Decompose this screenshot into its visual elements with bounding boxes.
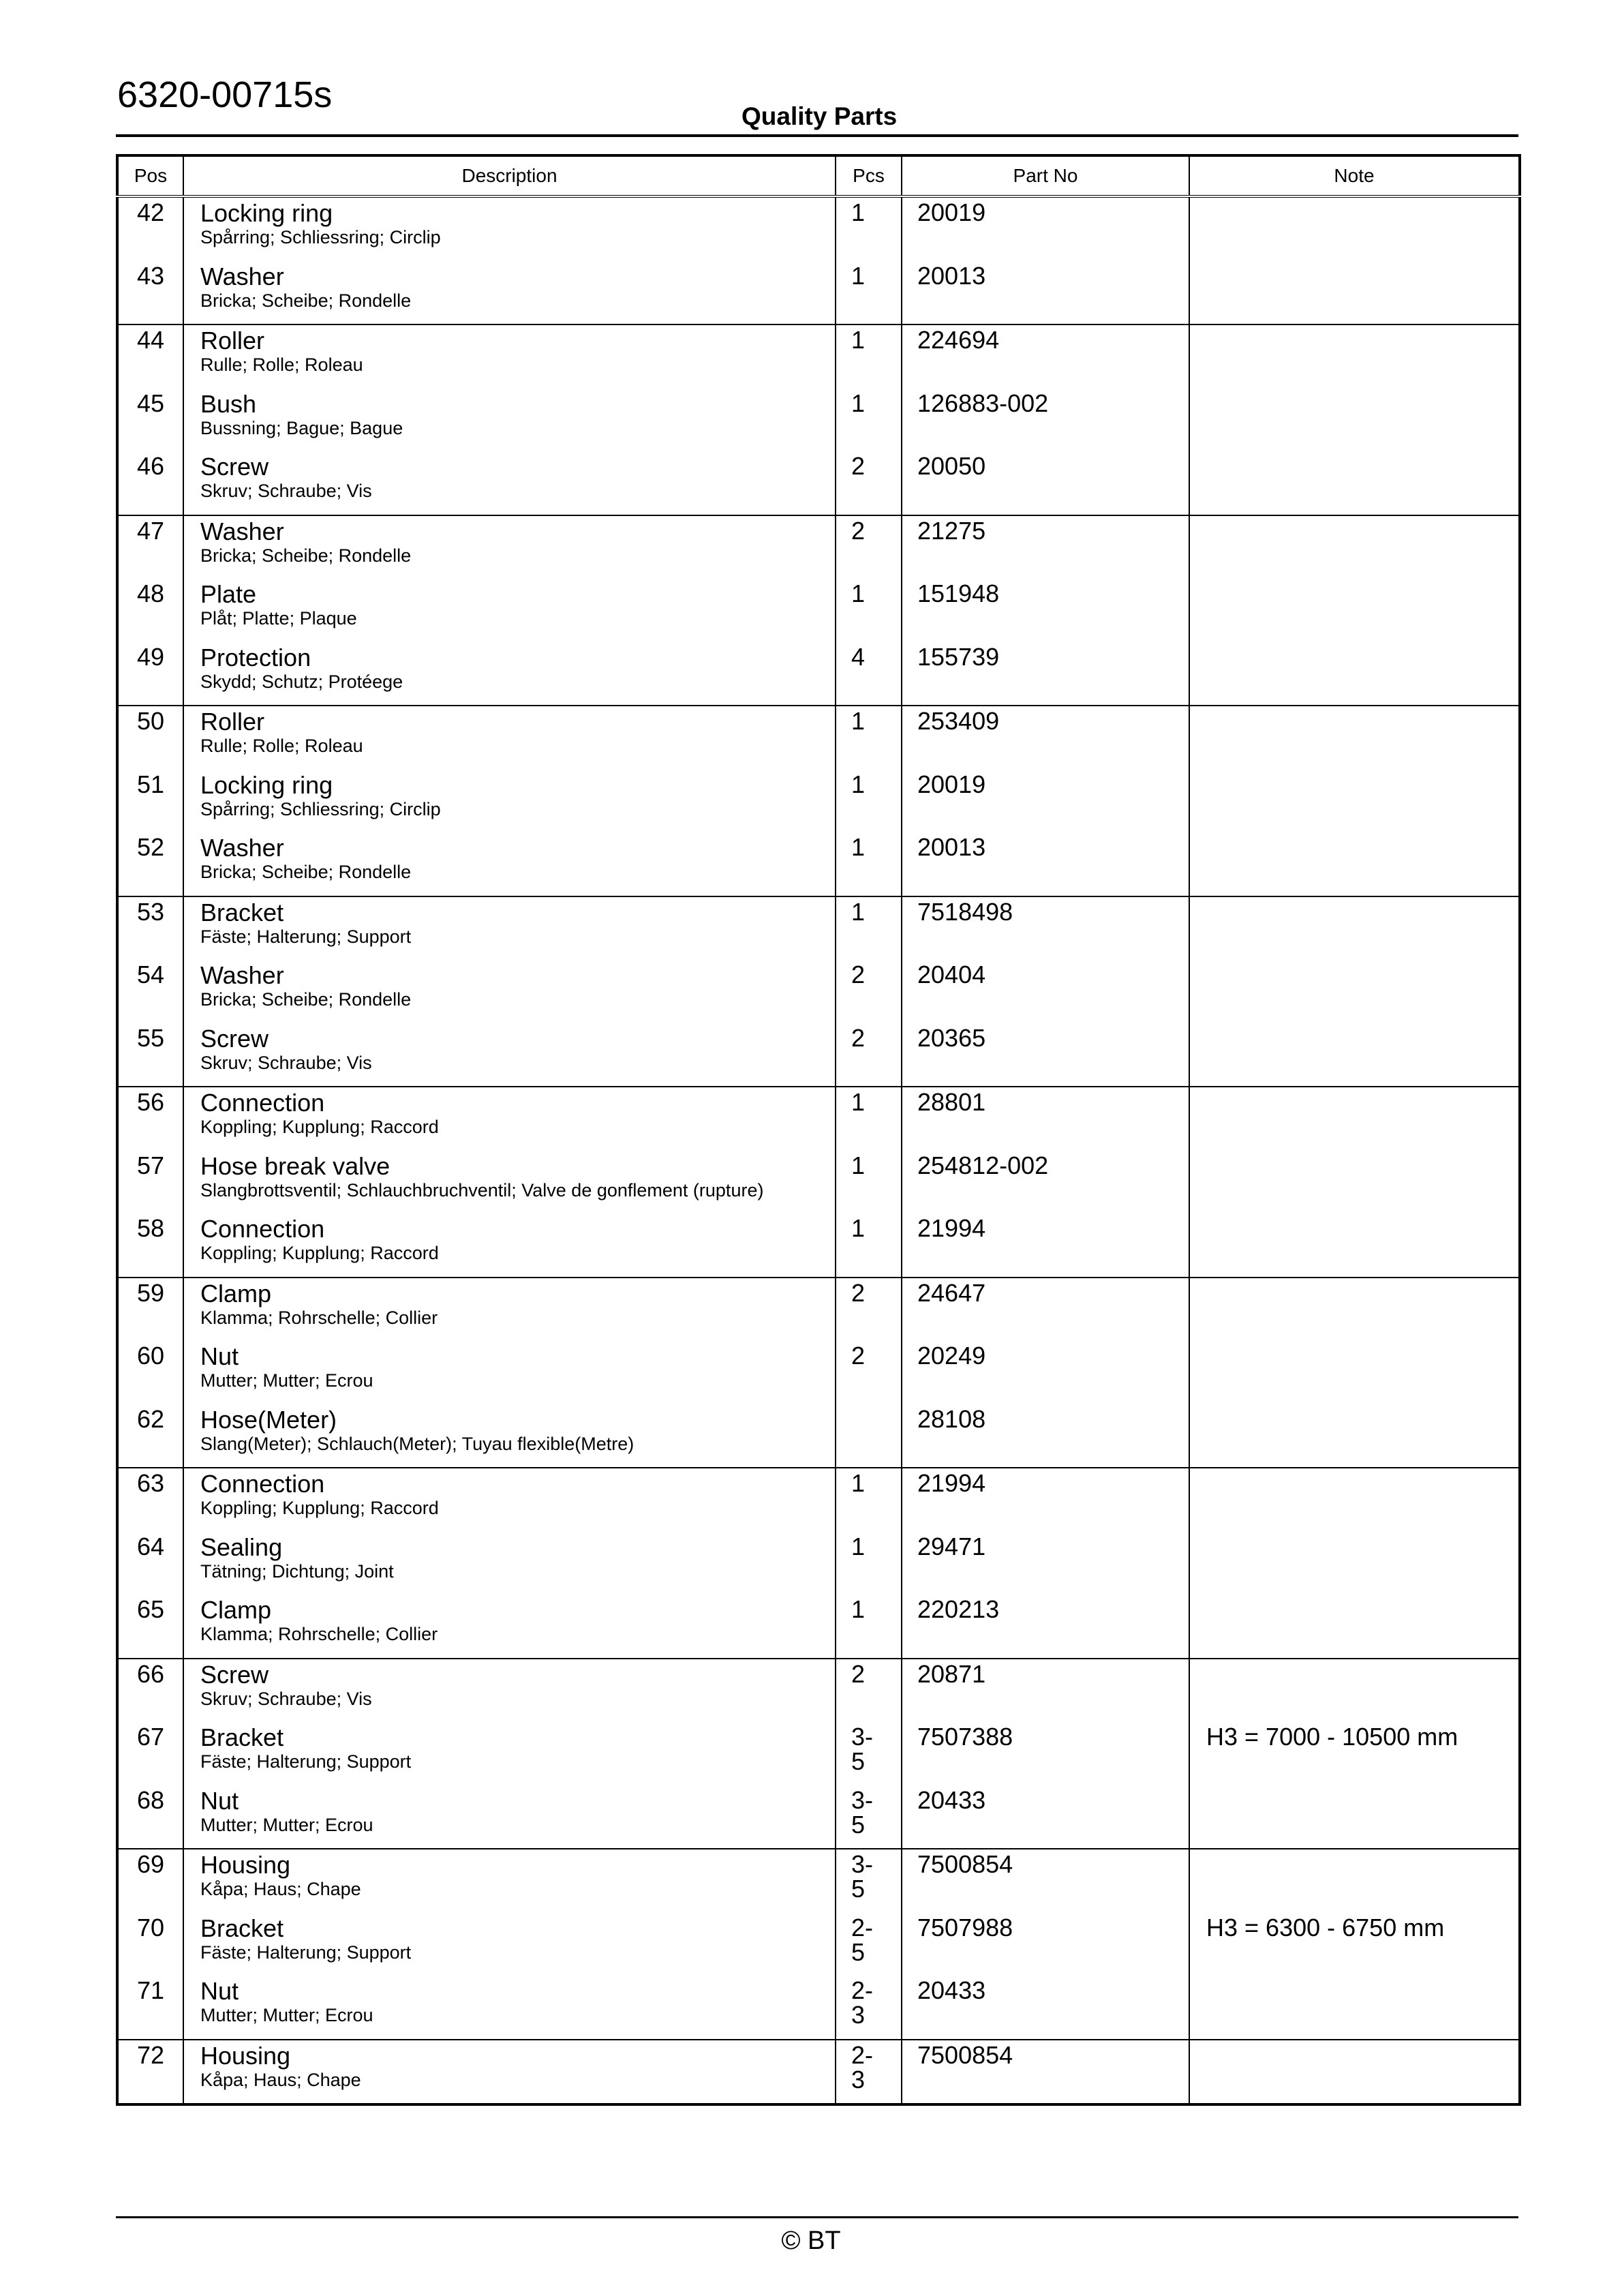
cell-note	[1189, 1659, 1520, 1723]
table-row	[117, 324, 1520, 389]
document-number: 6320-00715s	[117, 74, 333, 115]
cell-part-no: 20365	[902, 1023, 1189, 1087]
part-translations: Skruv; Schraube; Vis	[200, 481, 372, 501]
cell-pcs: 2	[836, 1023, 902, 1087]
cell-pos: 47	[117, 515, 183, 579]
cell-part-no: 155739	[902, 642, 1189, 706]
cell-part-no: 21275	[902, 515, 1189, 579]
cell-description	[183, 1213, 836, 1278]
table-row	[117, 642, 1520, 706]
part-translations: Bricka; Scheibe; Rondelle	[200, 862, 412, 882]
cell-part-no: 224694	[902, 324, 1189, 389]
cell-note	[1189, 1213, 1520, 1278]
table-row	[117, 196, 1520, 261]
cell-part-no: 20433	[902, 1976, 1189, 2040]
part-translations: Mutter; Mutter; Ecrou	[200, 1370, 373, 1391]
cell-description	[183, 1468, 836, 1532]
column-header-pcs: Pcs	[836, 155, 902, 196]
cell-note	[1189, 1785, 1520, 1849]
cell-note	[1189, 1278, 1520, 1342]
table-row	[117, 1849, 1520, 1913]
table-row	[117, 1278, 1520, 1342]
table-row	[117, 706, 1520, 770]
table-row	[117, 389, 1520, 452]
table-row	[117, 1532, 1520, 1595]
cell-pos: 51	[117, 770, 183, 833]
part-translations: Bricka; Scheibe; Rondelle	[200, 290, 412, 311]
part-name: Washer	[200, 517, 284, 545]
cell-description	[183, 1976, 836, 2040]
table-row	[117, 1151, 1520, 1214]
part-translations: Slangbrottsventil; Schlauchbruchventil; Valve de gonflement (rupture)	[200, 1179, 764, 1200]
part-name: Nut	[200, 1977, 239, 2005]
cell-pcs: 1	[836, 1595, 902, 1659]
cell-pcs: 1	[836, 1151, 902, 1214]
cell-description	[183, 1849, 836, 1913]
part-translations: Klamma; Rohrschelle; Collier	[200, 1624, 438, 1644]
cell-part-no: 20050	[902, 451, 1189, 515]
table-row	[117, 1468, 1520, 1532]
part-translations: Koppling; Kupplung; Raccord	[200, 1243, 439, 1263]
cell-pos: 63	[117, 1468, 183, 1532]
cell-pcs: 2	[836, 1341, 902, 1404]
table-row	[117, 1722, 1520, 1785]
cell-note	[1189, 389, 1520, 452]
part-name: Connection	[200, 1215, 325, 1243]
table-row	[117, 1213, 1520, 1278]
cell-pos: 48	[117, 579, 183, 642]
part-name: Hose(Meter)	[200, 1405, 337, 1434]
cell-pos: 52	[117, 832, 183, 896]
part-name: Housing	[200, 2041, 291, 2070]
cell-description	[183, 1151, 836, 1214]
cell-description	[183, 196, 836, 261]
table-header-row	[117, 155, 1520, 196]
table-row	[117, 1595, 1520, 1659]
cell-pcs	[836, 1404, 902, 1468]
cell-description	[183, 1341, 836, 1404]
table-row	[117, 579, 1520, 642]
part-name: Screw	[200, 1024, 269, 1053]
cell-description	[183, 579, 836, 642]
cell-part-no: 21994	[902, 1213, 1189, 1278]
cell-pos: 64	[117, 1532, 183, 1595]
table-row	[117, 1341, 1520, 1404]
cell-part-no: 7500854	[902, 1849, 1189, 1913]
part-name: Plate	[200, 580, 257, 608]
cell-description	[183, 1595, 836, 1659]
cell-part-no: 20019	[902, 770, 1189, 833]
column-header-part-no: Part No	[902, 155, 1189, 196]
part-name: Washer	[200, 834, 284, 862]
part-translations: Fäste; Halterung; Support	[200, 926, 412, 947]
cell-part-no: 254812-002	[902, 1151, 1189, 1214]
part-translations: Fäste; Halterung; Support	[200, 1751, 412, 1772]
cell-part-no: 220213	[902, 1595, 1189, 1659]
cell-note	[1189, 896, 1520, 961]
cell-description	[183, 896, 836, 961]
cell-pcs: 3- 5	[836, 1849, 902, 1913]
cell-note	[1189, 642, 1520, 706]
part-translations: Rulle; Rolle; Roleau	[200, 354, 363, 375]
cell-pcs: 2- 3	[836, 2040, 902, 2105]
cell-description	[183, 642, 836, 706]
part-translations: Mutter; Mutter; Ecrou	[200, 1814, 373, 1835]
table-row	[117, 1659, 1520, 1723]
part-name: Nut	[200, 1786, 239, 1815]
cell-note	[1189, 515, 1520, 579]
table-row	[117, 1976, 1520, 2040]
part-name: Bush	[200, 389, 257, 418]
part-name: Protection	[200, 643, 311, 671]
cell-pcs: 1	[836, 706, 902, 770]
cell-part-no: 253409	[902, 706, 1189, 770]
cell-description	[183, 1913, 836, 1976]
cell-description	[183, 389, 836, 452]
cell-part-no: 20019	[902, 196, 1189, 261]
cell-pcs: 1	[836, 832, 902, 896]
part-translations: Fäste; Halterung; Support	[200, 1942, 412, 1963]
cell-note	[1189, 1595, 1520, 1659]
cell-pcs: 2	[836, 960, 902, 1023]
part-name: Hose break valve	[200, 1151, 391, 1180]
part-name: Bracket	[200, 1723, 284, 1751]
table-row	[117, 515, 1520, 579]
table-row	[117, 2040, 1520, 2105]
cell-pcs: 2	[836, 515, 902, 579]
cell-note: H3 = 7000 - 10500 mm	[1189, 1722, 1520, 1785]
cell-description	[183, 1785, 836, 1849]
cell-note	[1189, 832, 1520, 896]
cell-description	[183, 1659, 836, 1723]
part-translations: Koppling; Kupplung; Raccord	[200, 1117, 439, 1137]
cell-part-no: 28801	[902, 1087, 1189, 1151]
cell-part-no: 20433	[902, 1785, 1189, 1849]
cell-part-no: 7507388	[902, 1722, 1189, 1785]
cell-part-no: 151948	[902, 579, 1189, 642]
copyright-footer: © BT	[781, 2226, 841, 2255]
part-name: Washer	[200, 262, 284, 290]
table-row	[117, 832, 1520, 896]
cell-pos: 69	[117, 1849, 183, 1913]
part-name: Connection	[200, 1089, 325, 1117]
column-header-description: Description	[183, 155, 836, 196]
part-name: Locking ring	[200, 199, 333, 227]
cell-pcs: 1	[836, 770, 902, 833]
cell-pos: 59	[117, 1278, 183, 1342]
cell-description	[183, 261, 836, 325]
cell-note	[1189, 1087, 1520, 1151]
cell-part-no: 29471	[902, 1532, 1189, 1595]
cell-part-no: 126883-002	[902, 389, 1189, 452]
cell-pcs: 2- 3	[836, 1976, 902, 2040]
cell-note	[1189, 706, 1520, 770]
cell-description	[183, 832, 836, 896]
part-name: Locking ring	[200, 770, 333, 799]
cell-pos: 45	[117, 389, 183, 452]
cell-description	[183, 1404, 836, 1468]
cell-pcs: 3- 5	[836, 1722, 902, 1785]
cell-pcs: 3- 5	[836, 1785, 902, 1849]
cell-part-no: 7500854	[902, 2040, 1189, 2105]
part-translations: Spårring; Schliessring; Circlip	[200, 798, 441, 819]
cell-pos: 58	[117, 1213, 183, 1278]
cell-note	[1189, 1849, 1520, 1913]
cell-part-no: 20013	[902, 832, 1189, 896]
cell-note	[1189, 579, 1520, 642]
table-row	[117, 1404, 1520, 1468]
table-row	[117, 1785, 1520, 1849]
cell-description	[183, 706, 836, 770]
part-translations: Skruv; Schraube; Vis	[200, 1688, 372, 1709]
cell-note	[1189, 2040, 1520, 2105]
cell-pos: 72	[117, 2040, 183, 2105]
cell-pos: 66	[117, 1659, 183, 1723]
cell-pcs: 1	[836, 896, 902, 961]
cell-pos: 70	[117, 1913, 183, 1976]
cell-note	[1189, 1468, 1520, 1532]
cell-note	[1189, 1341, 1520, 1404]
parts-table	[116, 154, 1521, 2106]
part-translations: Tätning; Dichtung; Joint	[200, 1560, 394, 1582]
cell-part-no: 7518498	[902, 896, 1189, 961]
part-name: Washer	[200, 961, 284, 989]
cell-description	[183, 1023, 836, 1087]
part-name: Clamp	[200, 1596, 272, 1624]
cell-pos: 71	[117, 1976, 183, 2040]
table-row	[117, 770, 1520, 833]
cell-part-no: 21994	[902, 1468, 1189, 1532]
cell-pcs: 1	[836, 1087, 902, 1151]
cell-description	[183, 451, 836, 515]
cell-part-no: 20249	[902, 1341, 1189, 1404]
table-row	[117, 1023, 1520, 1087]
cell-note	[1189, 960, 1520, 1023]
cell-note	[1189, 1151, 1520, 1214]
cell-pcs: 1	[836, 1532, 902, 1595]
cell-pcs: 1	[836, 1468, 902, 1532]
part-name: Screw	[200, 453, 269, 481]
cell-pos: 62	[117, 1404, 183, 1468]
cell-note	[1189, 1976, 1520, 2040]
part-name: Connection	[200, 1470, 325, 1498]
cell-pos: 65	[117, 1595, 183, 1659]
parts-table-container	[116, 154, 1518, 2106]
part-name: Sealing	[200, 1532, 283, 1561]
cell-description	[183, 324, 836, 389]
part-translations: Rulle; Rolle; Roleau	[200, 736, 363, 756]
cell-pos: 60	[117, 1341, 183, 1404]
part-translations: Kåpa; Haus; Chape	[200, 2069, 361, 2090]
cell-pcs: 1	[836, 324, 902, 389]
cell-pos: 44	[117, 324, 183, 389]
cell-part-no: 20871	[902, 1659, 1189, 1723]
cell-description	[183, 515, 836, 579]
cell-pos: 57	[117, 1151, 183, 1214]
cell-part-no: 28108	[902, 1404, 1189, 1468]
part-name: Roller	[200, 327, 265, 354]
part-name: Nut	[200, 1342, 239, 1370]
cell-description	[183, 1278, 836, 1342]
cell-pos: 43	[117, 261, 183, 325]
cell-pcs: 1	[836, 579, 902, 642]
table-row	[117, 896, 1520, 961]
cell-pcs: 2	[836, 1278, 902, 1342]
part-translations: Klamma; Rohrschelle; Collier	[200, 1307, 438, 1328]
cell-pos: 54	[117, 960, 183, 1023]
header-divider	[116, 134, 1518, 137]
part-name: Clamp	[200, 1279, 272, 1308]
cell-pcs: 1	[836, 196, 902, 261]
part-translations: Kåpa; Haus; Chape	[200, 1879, 361, 1899]
part-name: Bracket	[200, 898, 284, 926]
cell-note	[1189, 196, 1520, 261]
column-header-note: Note	[1189, 155, 1520, 196]
document-subtitle: Quality Parts	[741, 102, 898, 130]
cell-note	[1189, 451, 1520, 515]
cell-pcs: 4	[836, 642, 902, 706]
part-name: Bracket	[200, 1914, 284, 1942]
cell-part-no: 20404	[902, 960, 1189, 1023]
part-name: Roller	[200, 708, 265, 736]
cell-pos: 42	[117, 196, 183, 261]
cell-description	[183, 770, 836, 833]
cell-pos: 68	[117, 1785, 183, 1849]
part-translations: Plåt; Platte; Plaque	[200, 608, 357, 629]
cell-pcs: 1	[836, 261, 902, 325]
footer-divider	[116, 2216, 1518, 2218]
cell-pos: 53	[117, 896, 183, 961]
cell-description	[183, 1722, 836, 1785]
part-translations: Slang(Meter); Schlauch(Meter); Tuyau flexible(Metre)	[200, 1433, 634, 1454]
cell-description	[183, 1087, 836, 1151]
cell-pos: 67	[117, 1722, 183, 1785]
part-translations: Bussning; Bague; Bague	[200, 417, 403, 438]
cell-pcs: 1	[836, 1213, 902, 1278]
cell-pcs: 2	[836, 451, 902, 515]
part-translations: Koppling; Kupplung; Raccord	[200, 1498, 439, 1518]
cell-pcs: 2	[836, 1659, 902, 1723]
cell-pos: 49	[117, 642, 183, 706]
part-translations: Bricka; Scheibe; Rondelle	[200, 989, 412, 1010]
cell-description	[183, 2040, 836, 2105]
table-row	[117, 451, 1520, 515]
cell-pos: 50	[117, 706, 183, 770]
cell-pos: 55	[117, 1023, 183, 1087]
cell-note	[1189, 1023, 1520, 1087]
cell-description	[183, 1532, 836, 1595]
part-translations: Skruv; Schraube; Vis	[200, 1052, 372, 1073]
cell-part-no: 7507988	[902, 1913, 1189, 1976]
part-name: Screw	[200, 1660, 269, 1689]
cell-part-no: 24647	[902, 1278, 1189, 1342]
cell-note	[1189, 324, 1520, 389]
cell-note	[1189, 1404, 1520, 1468]
cell-pos: 46	[117, 451, 183, 515]
cell-pcs: 1	[836, 389, 902, 452]
cell-note: H3 = 6300 - 6750 mm	[1189, 1913, 1520, 1976]
part-translations: Mutter; Mutter; Ecrou	[200, 2005, 373, 2025]
table-row	[117, 960, 1520, 1023]
cell-pcs: 2- 5	[836, 1913, 902, 1976]
cell-note	[1189, 770, 1520, 833]
cell-description	[183, 960, 836, 1023]
cell-note	[1189, 261, 1520, 325]
cell-note	[1189, 1532, 1520, 1595]
table-row	[117, 1087, 1520, 1151]
part-translations: Spårring; Schliessring; Circlip	[200, 227, 441, 247]
table-row	[117, 1913, 1520, 1976]
part-name: Housing	[200, 1851, 291, 1879]
cell-part-no: 20013	[902, 261, 1189, 325]
part-translations: Skydd; Schutz; Protéege	[200, 671, 403, 692]
parts-table-body	[117, 196, 1520, 2104]
cell-pos: 56	[117, 1087, 183, 1151]
table-row	[117, 261, 1520, 325]
column-header-pos: Pos	[117, 155, 183, 196]
part-translations: Bricka; Scheibe; Rondelle	[200, 545, 412, 566]
